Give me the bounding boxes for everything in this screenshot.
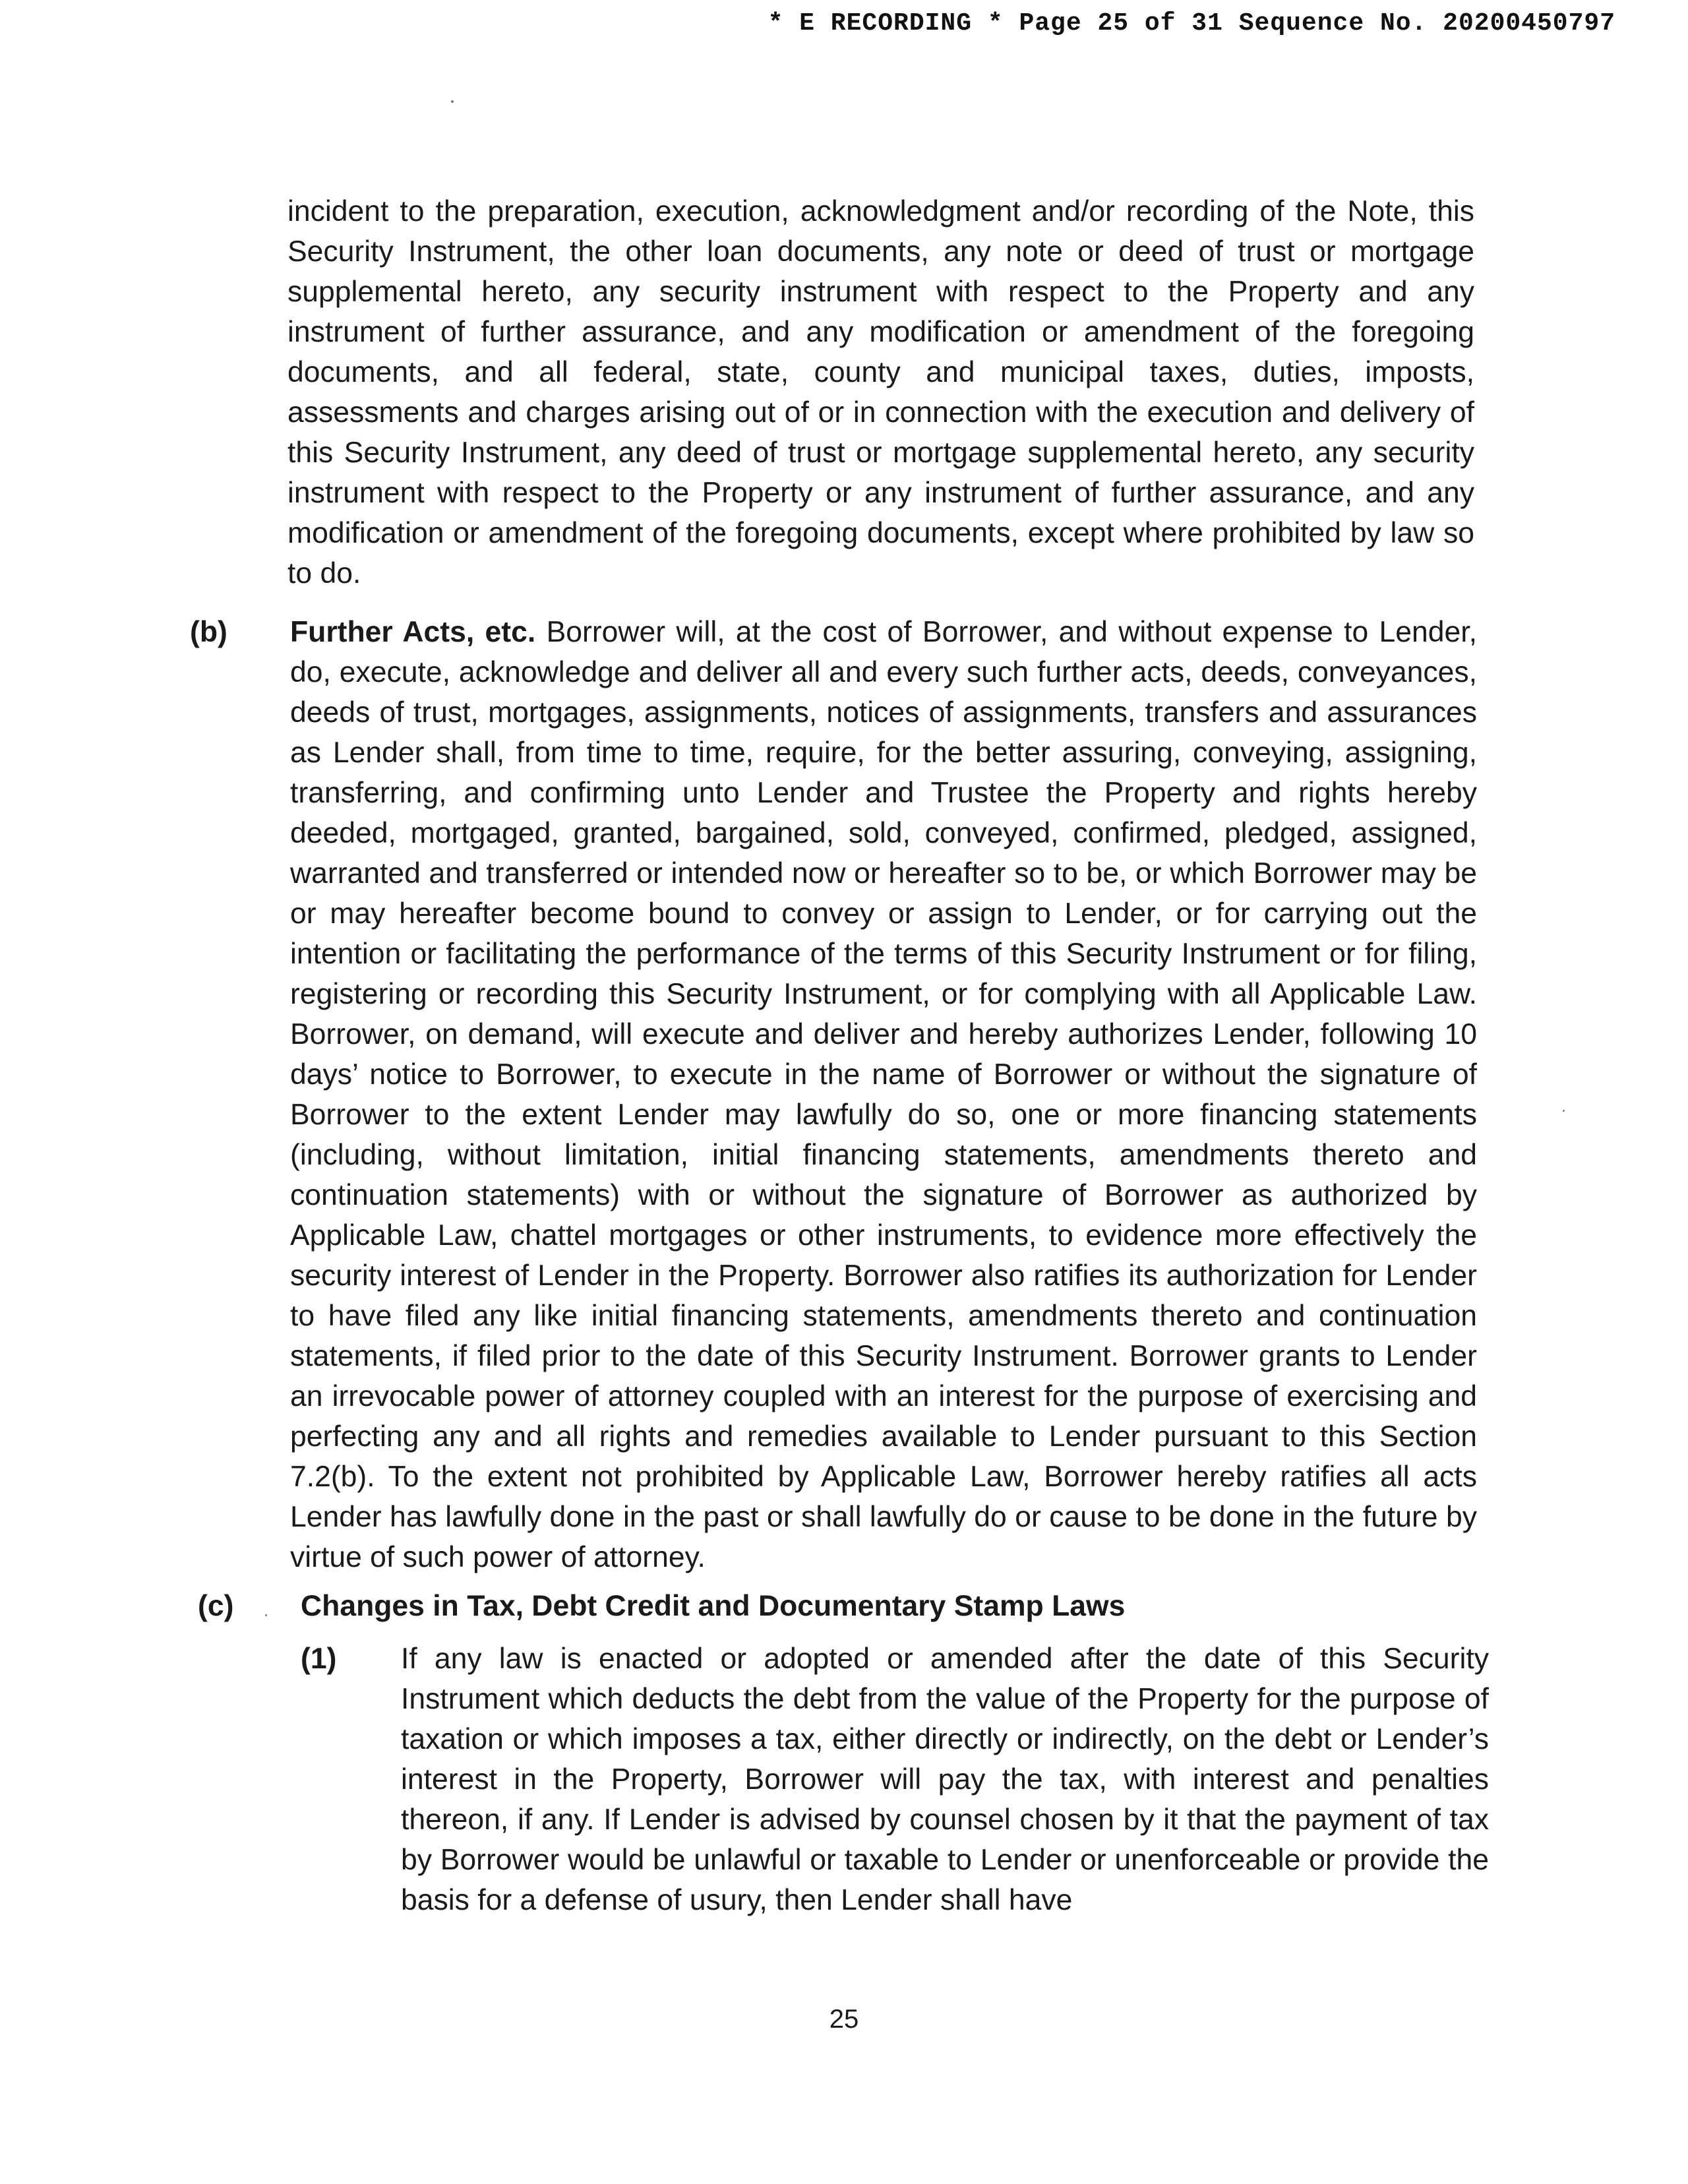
page-number: 25 bbox=[829, 2005, 859, 2034]
continuation-paragraph: incident to the preparation, execution, acknowledgment and/or recording of the Note, this Security Instrument, the other loan documents, any note or deed of trust or mortgage supplemental hereto, any security instrument with respect to the Property and any instrument of further assurance, and any modification or amendment of the foregoing documents, and all federal, state, county and municipal taxes, duties, imposts, assessments and charges arising out of or in connection with the execution and delivery of this Security Instrument, any deed of trust or mortgage supplemental hereto, any security instrument with respect to the Property or any instrument of further assurance, and any modification or amendment of the foregoing documents, except where prohibited by law so to do. bbox=[287, 195, 1474, 590]
item-c1-label: (1) bbox=[301, 1643, 337, 1675]
scan-speck bbox=[451, 100, 454, 103]
item-b-heading: Further Acts, etc. bbox=[290, 616, 536, 648]
item-b-label: (b) bbox=[190, 616, 227, 648]
item-b-text: Borrower will, at the cost of Borrower, and without expense to Lender, do, execute, acknowledge and deliver all and every such further acts, deeds, conveyances, deeds of trust, mortgages, assignments, notices of assignments, transfers and assurances as Lender shall, from time to time, require, for the better assuring, conveying, assigning, transferring, and confirming unto Lender and Trustee the Property and rights hereby deeded, mortgaged, granted, bargained, sold, conveyed, confirmed, pledged, assigned, warranted and transferred or intended now or hereafter so to be, or which Borrower may be or may hereafter become bound to convey or assign to Lender, or for carrying out the intention or facilitating the performance of the terms of this Security Instrument or for filing, registering or recording this Security Instrument, or for complying with all Applicable Law. Borrower, on demand, will execute and deliver and hereby authorizes Lender, following 10 days’ notice to Borrower, to execute in the name of Borrower or without the signature of Borrower to the extent Lender may lawfully do so, one or more financing statements (including, without limitation, initial financing statements, amendments thereto and continuation statements) with or without the signature of Borrower as authorized by Applicable Law, chattel mortgages or other instruments, to evidence more effectively the security interest of Lender in the Property. Borrower also ratifies its authorization for Lender to have filed any like initial financing statements, amendments thereto and continuation statements, if filed prior to the date of this Security Instrument. Borrower grants to Lender an irrevocable power of attorney coupled with an interest for the purpose of exercising and perfecting any and all rights and remedies available to Lender pursuant to this Section 7.2(b). To the extent not prohibited by Applicable Law, Borrower hereby ratifies all acts Lender has lawfully done in the past or shall lawfully do or cause to be done in the future by virtue of such power of attorney. bbox=[290, 616, 1477, 1573]
recording-header: * E RECORDING * Page 25 of 31 Sequence No. 20200450797 bbox=[768, 9, 1615, 38]
item-c1-paragraph: If any law is enacted or adopted or amended after the date of this Security Instrument which deducts the debt from the value of the Property for the purpose of taxation or which imposes a tax, either directly or indirectly, on the debt or Lender’s interest in the Property, Borrower will pay the tax, with interest and penalties thereon, if any. If Lender is advised by counsel chosen by it that the payment of tax by Borrower would be unlawful or taxable to Lender or unenforceable or provide the basis for a defense of usury, then Lender shall have bbox=[401, 1643, 1489, 1916]
item-b-paragraph bbox=[290, 612, 1477, 1577]
item-c-heading: Changes in Tax, Debt Credit and Documentary Stamp Laws bbox=[301, 1590, 1126, 1622]
scan-speck bbox=[265, 1614, 267, 1616]
item-c-label: (c) bbox=[198, 1590, 234, 1622]
scan-speck bbox=[1563, 1110, 1565, 1112]
